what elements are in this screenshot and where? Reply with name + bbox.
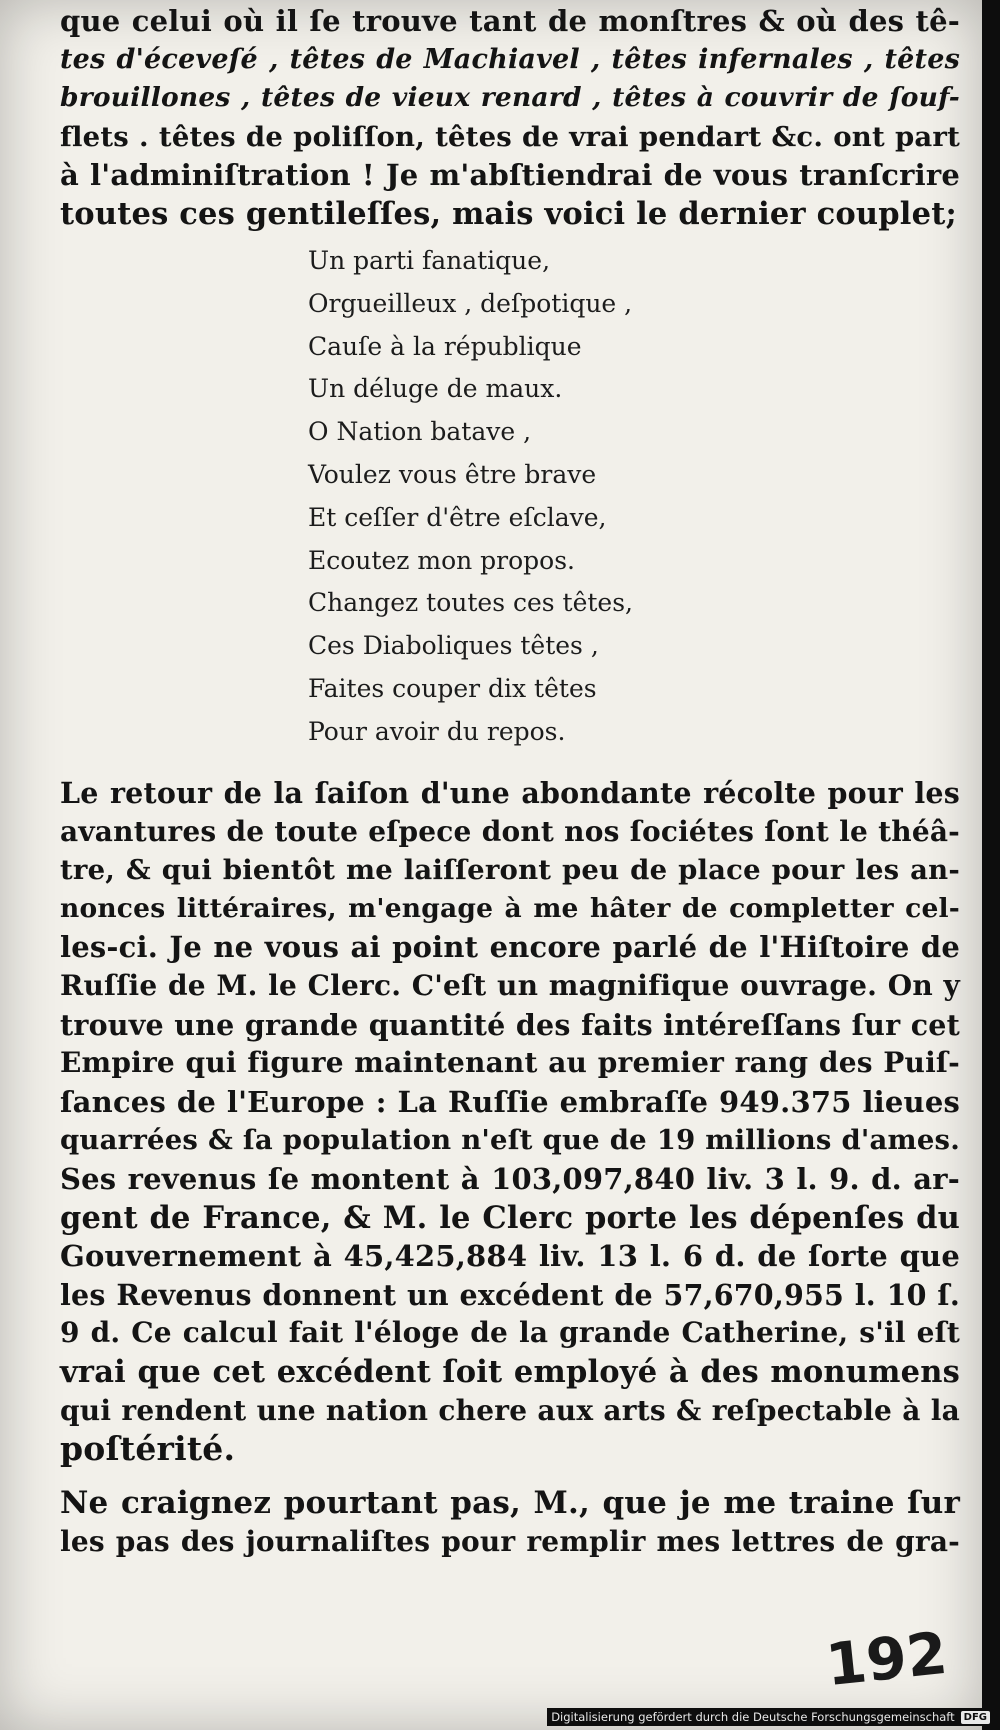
digitization-footer: [547, 1708, 994, 1726]
dfg-logo-icon: DFG: [961, 1711, 990, 1724]
poem-line: Ecoutez mon propos.: [308, 545, 576, 575]
text-line: Ses revenus ſe montent à 103,097,840 liv. 3 l. 9. d. ar-: [60, 1161, 960, 1196]
text-line: les Revenus donnent un excédent de 57,670,955 l. 10 ſ.: [60, 1277, 960, 1312]
footer-credit-text: Digitalisierung gefördert durch die Deutsche Forschungsgemeinschaft: [551, 1710, 955, 1724]
poem-line: Pour avoir du repos.: [308, 716, 566, 746]
text-line: gent de France, & M. le Clerc porte les dépenſes du: [60, 1199, 960, 1236]
text-line: avantures de toute eſpece dont nos ſociétes ſont le théâ-: [60, 814, 960, 848]
poem-line: Orgueilleux , deſpotique ,: [308, 288, 633, 318]
text-line: nonces littéraires, m'engage à me hâter de completter cel-: [60, 892, 960, 924]
paragraph-3: [60, 1484, 960, 1561]
text-line: quarrées & ſa population n'eſt que de 19 millions d'ames.: [60, 1124, 960, 1157]
poem-line: O Nation batave ,: [308, 417, 532, 447]
poem-line: Et ceſſer d'être eſclave,: [308, 502, 607, 532]
poem-line: Voulez vous être brave: [308, 459, 597, 489]
text-line: vrai que cet excédent ſoit employé à des monumens: [60, 1353, 960, 1390]
text-line: les pas des journaliſtes pour remplir mes lettres de gra-: [60, 1524, 960, 1558]
poem-stanza: [308, 240, 633, 754]
text-line: toutes ces gentileſſes, mais voici le dernier couplet;: [60, 195, 957, 232]
poem-line: Un parti fanatique,: [308, 246, 551, 275]
text-line: ſances de l'Europe : La Ruſſie embraſſe 949.375 lieues: [60, 1084, 960, 1119]
text-line: à l'adminiſtration ! Je m'abſtiendrai de vous tranſcrire: [60, 158, 960, 193]
text-line: trouve une grande quantité des faits intéreſſans ſur cet: [60, 1007, 960, 1042]
poem-line: Changez toutes ces têtes,: [308, 588, 633, 618]
text-line: Gouvernement à 45,425,884 liv. 13 l. 6 d. de ſorte que: [60, 1239, 960, 1274]
text-line: flets . têtes de poliſſon, têtes de vrai pendart &c. ont part: [60, 120, 960, 153]
text-line: tre, & qui bientôt me laiſſeront peu de place pour les an-: [60, 854, 960, 887]
poem-line: Cauſe à la république: [308, 331, 582, 361]
text-line: poſtérité.: [60, 1429, 236, 1469]
text-line: Ruſſie de M. le Clerc. C'eſt un magnifique ouvrage. On y: [60, 968, 960, 1002]
text-line: Ne craignez pourtant pas, M., que je me traine ſur: [60, 1485, 960, 1521]
text-line: Le retour de la ſaiſon d'une abondante récolte pour les: [60, 776, 960, 810]
handwritten-page-number: 192: [822, 1618, 951, 1700]
text-line: tes d'éceveſé , têtes de Machiavel , têtes infernales , têtes: [60, 43, 960, 75]
text-line: brouillones , têtes de vieux renard , têtes à couvrir de ſouf-: [60, 82, 960, 114]
text-line: Empire qui figure maintenant au premier rang des Puiſ-: [60, 1046, 960, 1080]
poem-line: Faites couper dix têtes: [308, 673, 597, 703]
text-line: que celui où il ſe trouve tant de monſtres & où des tê-: [60, 4, 960, 38]
paragraph-2: [60, 774, 960, 1469]
text-line: qui rendent une nation chere aux arts & reſpectable à la: [60, 1393, 960, 1427]
text-line: les-ci. Je ne vous ai point encore parlé de l'Hiſtoire de: [60, 930, 960, 965]
poem-line: Un déluge de maux.: [308, 374, 563, 404]
poem-line: Ces Diaboliques têtes ,: [308, 631, 599, 661]
text-line: 9 d. Ce calcul fait l'éloge de la grande Catherine, s'il eſt: [60, 1316, 960, 1350]
paragraph-1: [60, 2, 960, 234]
